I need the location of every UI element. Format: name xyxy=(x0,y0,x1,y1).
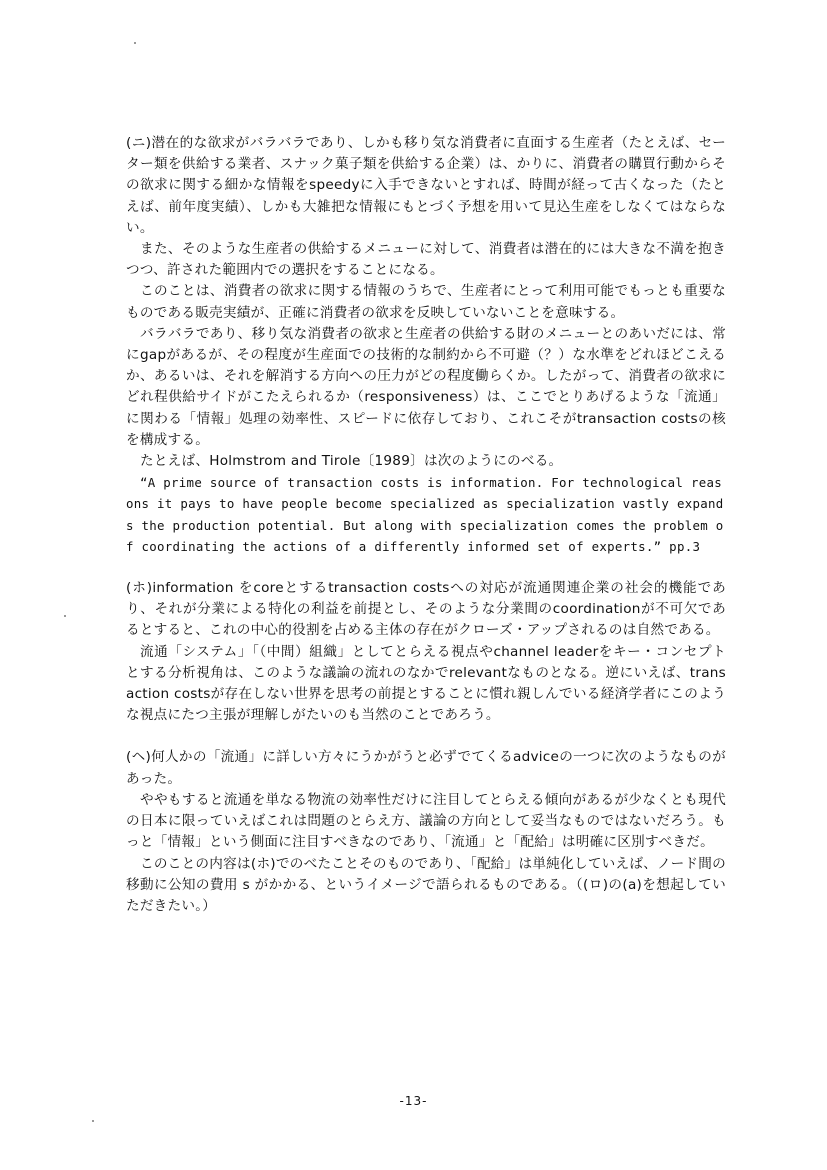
section-gap xyxy=(126,726,726,747)
english-quote: “A prime source of transaction costs is information. For technological reasons it pays to have people become specialized as specialization vastly expands the production potential. But along with specialization comes the problem of coordinating the actions of a differently informed set of experts.” pp.3 xyxy=(126,475,724,554)
paragraph: (ニ)潜在的な欲求がバラバラであり、しかも移り気な消費者に直面する生産者（たとえば、セーター類を供給する業者、スナック菓子類を供給する企業）は、かりに、消費者の購買行動からその欲求に関する細かな情報をspeedyに入手できないとすれば、時間が経って古くなった（たとえば、前年度実績）、しかも大雑把な情報にもとづく予想を用いて見込生産をしなくてはならない。 xyxy=(126,135,726,236)
page-number: -13- xyxy=(399,1094,428,1108)
paragraph: バラバラであり、移り気な消費者の欲求と生産者の供給する財のメニューとのあいだには、常にgapがあるが、その程度が生産面での技術的な制約から不可避（？）な水準をどれほどこえるか、あるいは、それを解消する方向への圧力がどの程度働らくか。したがって、消費者の欲求にどれ程供給サイドがこたえられるか（responsiveness）は、ここでとりあげるような「流通」に関わる「情報」処理の効率性、スピードに依存しており、これこそがtransaction costsの核を構成する。 xyxy=(126,325,726,448)
scan-speck xyxy=(92,1120,94,1122)
section-gap xyxy=(126,557,726,578)
scan-speck xyxy=(64,615,66,617)
paragraph: ややもすると流通を単なる物流の効率性だけに注目してとらえる傾向があるが少なくとも現代の日本に限っていえばこれは問題のとらえ方、議論の方向として妥当なものではないだろう。もっと「情報」という側面に注目すべきなのであり、「流通」と「配給」は明確に区別すべきだ。 xyxy=(126,791,726,851)
document-body xyxy=(126,133,726,917)
paragraph: 流通「システム」「（中間）組織」としてとらえる視点やchannel leaderをキー・コンセプトとする分析視角は、このような議論の流れのなかでrelevantなものとなる。逆にいえば、transaction costsが存在しない世界を思考の前提とすることに慣れ親しんでいる経済学者にこのような視点にたつ主張が理解しがたいのも当然のことであろう。 xyxy=(126,643,726,724)
paragraph: (ホ)information をcoreとするtransaction costsへの対応が流通関連企業の社会的機能であり、それが分業による特化の利益を前提とし、そのような分業間のcoordinationが不可欠であるとすると、これの中心的役割を占める主体の存在がクローズ・アップされるのは自然である。 xyxy=(126,580,726,639)
paragraph: また、そのような生産者の供給するメニューに対して、消費者は潜在的には大きな不満を抱きつつ、許された範囲内での選択をすることになる。 xyxy=(126,241,726,279)
paragraph: (ヘ)何人かの「流通」に詳しい方々にうかがうと必ずでてくるadviceの一つに次のようなものがあった。 xyxy=(126,749,726,787)
paragraph: たとえば、Holmstrom and Tirole〔1989〕は次のようにのべる。 xyxy=(140,453,563,470)
paragraph: このことの内容は(ホ)でのべたことそのものであり、「配給」は単純化していえば、ノード間の移動に公知の費用 s がかかる、というイメージで語られるものである。（(ロ)の(a)を想起していただきたい。） xyxy=(126,855,726,914)
paragraph: このことは、消費者の欲求に関する情報のうちで、生産者にとって利用可能でもっとも重要なものである販売実績が、正確に消費者の欲求を反映していないことを意味する。 xyxy=(126,283,726,321)
scan-speck xyxy=(134,42,136,44)
